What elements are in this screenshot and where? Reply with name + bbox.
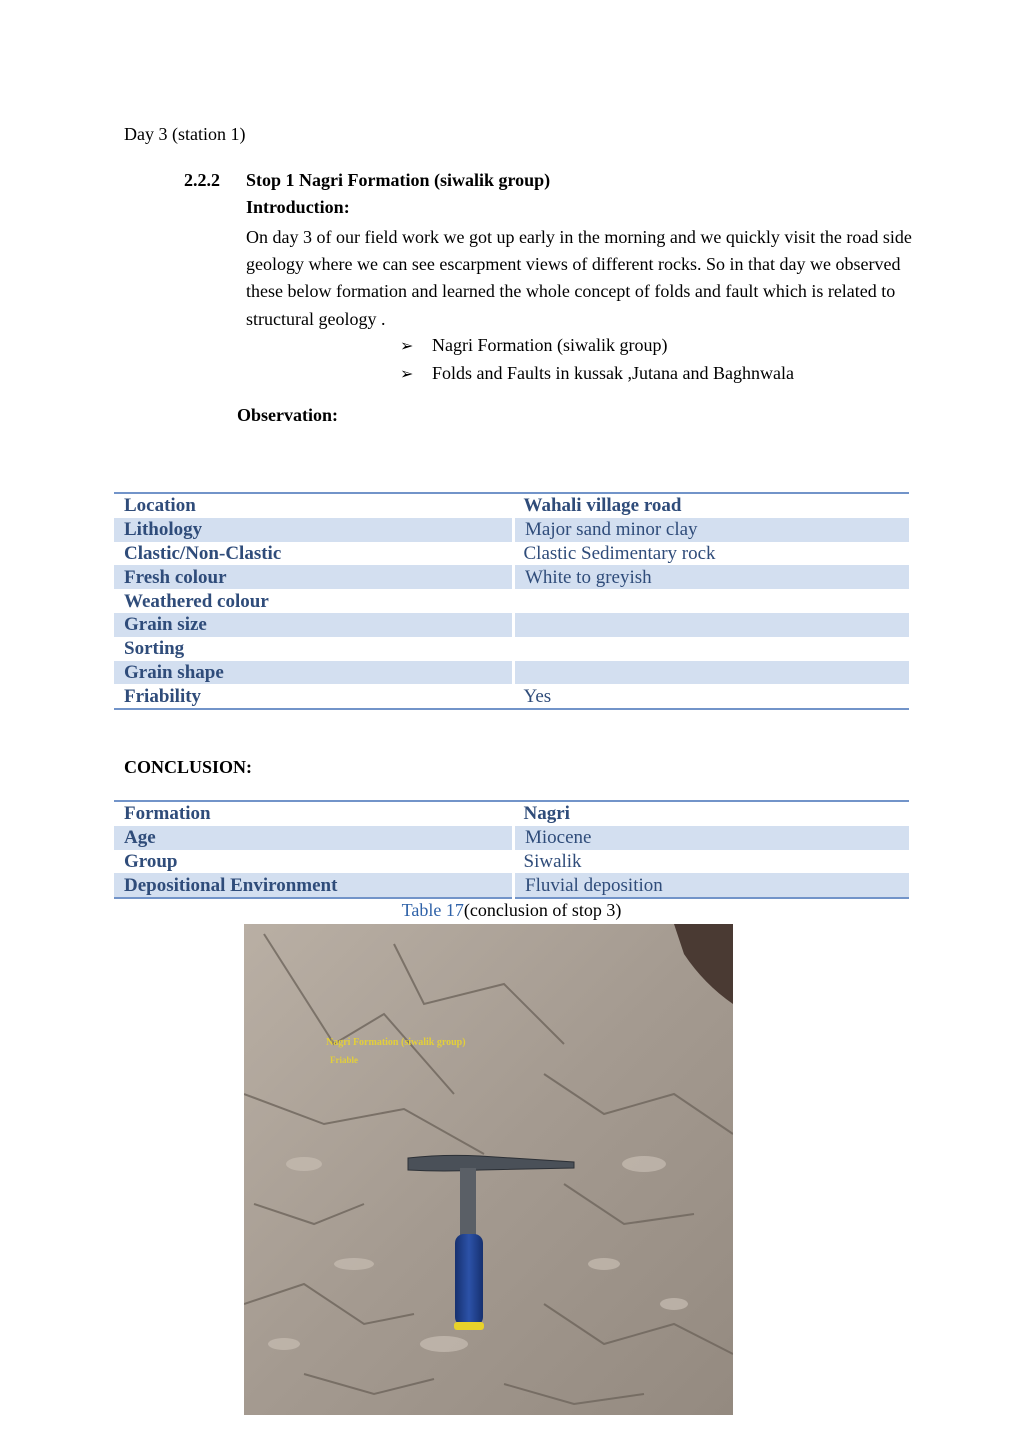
row-label: Depositional Environment [114,873,514,898]
outcrop-photo-svg [244,924,733,1415]
section-title: Stop 1 Nagri Formation (siwalik group) [246,170,551,190]
row-label: Grain size [114,613,514,637]
row-value: Siwalik [523,850,582,872]
row-value: Fluvial deposition [514,873,910,898]
table-row [114,542,909,566]
table-row [114,637,909,661]
hammer-grip [455,1234,483,1326]
caption-label: Table 17 [401,900,464,920]
table-row [114,493,909,518]
row-value: Wahali village road [514,493,910,518]
row-value: Clastic Sedimentary rock [523,542,716,564]
table-row [114,518,909,542]
observation-heading: Observation: [237,405,338,425]
row-label: Clastic/Non-Clastic [124,542,282,564]
introduction-paragraph: On day 3 of our field work we got up early in the morning and we quickly visit the road side geology where we can see escarpment views of different rocks. So in that day we observed these below formation and learned the whole concept of folds and fault which is related to structural geology . [246,227,912,329]
row-value: Miocene [514,826,910,850]
observation-table [114,492,909,710]
section-number: 2.2.2 [184,170,220,190]
table-row [114,661,909,685]
row-label: Sorting [124,638,185,660]
row-label: Lithology [114,518,514,542]
bullet-item: ➢ Nagri Formation (siwalik group) [398,332,794,360]
table-row [114,613,909,637]
outcrop-photo [244,924,733,1415]
caption-text: (conclusion of stop 3) [463,900,622,920]
row-value: White to greyish [514,565,910,589]
table-row [114,801,909,826]
row-value [514,637,910,661]
row-label: Location [114,493,514,518]
row-value [514,613,910,637]
bullet-item: ➢ Folds and Faults in kussak ,Jutana and Baghnwala [398,360,794,388]
photo-overlay-subtitle: Friable [330,1055,358,1065]
row-value [514,661,910,685]
photo-overlay-title: Nagri Formation (siwalik group) [326,1037,466,1048]
table-row [114,826,909,850]
table-row [114,873,909,898]
row-label: Grain shape [114,661,514,685]
table-row [114,589,909,613]
formation-bullet-list [398,332,794,387]
row-label: Weathered colour [124,590,269,612]
row-label: Fresh colour [114,565,514,589]
table-caption [0,900,1023,921]
row-label: Formation [114,801,514,826]
hammer-grip-end [454,1322,484,1330]
conclusion-table [114,800,909,899]
introduction-heading: Introduction: [246,197,350,217]
table-row [114,684,909,709]
hammer-shaft [460,1168,476,1238]
row-value [514,589,910,613]
row-label: Age [114,826,514,850]
arrow-bullet-icon: ➢ [400,336,414,355]
table-row [114,565,909,589]
table-row [114,850,909,874]
arrow-bullet-icon: ➢ [400,363,414,383]
row-value: Yes [514,684,910,709]
conclusion-heading: CONCLUSION: [124,757,253,777]
row-value: Nagri [514,801,910,826]
row-label: Friability [114,684,514,709]
row-label: Group [124,850,178,872]
day-label: Day 3 (station 1) [124,124,246,144]
row-value: Major sand minor clay [514,518,910,542]
